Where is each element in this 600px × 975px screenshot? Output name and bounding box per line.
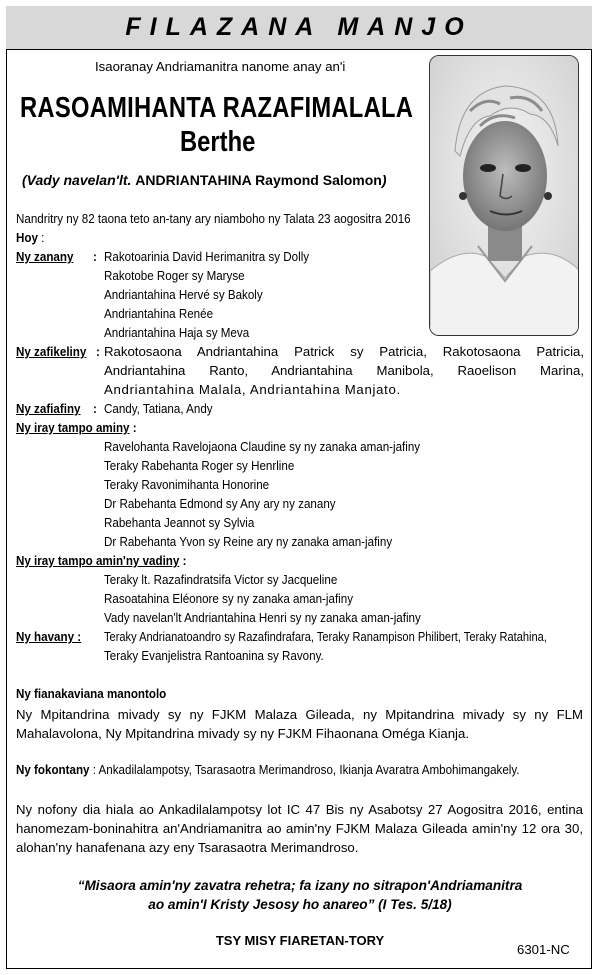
quote-line-1: “Misaora amin'ny zavatra rehetra; fa izany no sitrapon'Andriamanitra xyxy=(77,878,523,893)
fianakaviana-label: Ny fianakaviana manontolo xyxy=(16,686,167,701)
zanany-name: Andriantahina Haja sy Meva xyxy=(104,325,250,340)
zafikeliny-label: Ny zafikeliny xyxy=(16,344,87,359)
iray-tampo-vadiny-name: Teraky lt. Razafindratsifa Victor sy Jacqueline xyxy=(104,572,338,587)
fokontany-line xyxy=(16,762,520,777)
hoy-label: Hoy xyxy=(16,230,38,245)
zafiafiny-colon: : xyxy=(93,401,97,416)
zanany-label: Ny zanany xyxy=(16,249,74,264)
zanany-name: Andriantahina Renée xyxy=(104,306,214,321)
spouse-suffix: ) xyxy=(381,172,387,188)
zafikeliny-line: Andriantahina Malala, Andriantahina Manjato. xyxy=(104,382,401,397)
zafikeliny-line: Andriantahina Ranto, Andriantahina Manibola, Raoelison Marina, xyxy=(104,363,584,378)
announcement-text: Nandritry ny 82 taona teto an-tany ary niamboho ny Talata 23 aogositra 2016 xyxy=(16,211,411,226)
iray-tampo-aminy-name: Teraky Ravonimihanta Honorine xyxy=(104,477,270,492)
iray-tampo-aminy-label: Ny iray tampo aminy xyxy=(16,420,130,435)
hoy-colon: : xyxy=(37,230,45,245)
iray-tampo-vadiny-name: Rasoatahina Eléonore sy ny zanaka aman-jafiny xyxy=(104,591,354,606)
fianakaviana-text: Ny Mpitandrina mivady sy ny FJKM Malaza Gileada, ny Mpitandrina mivady sy ny FLM Mahalavolona, Ny Mpitandrina mivady sy ny FJKM Fihaonana Oméga Kianja. xyxy=(16,707,583,741)
header-title: FILAZANA MANJO xyxy=(125,13,473,41)
deceased-firstname: Berthe xyxy=(180,126,256,158)
iray-tampo-aminy-name: Dr Rabehanta Edmond sy Any ary ny zanany xyxy=(104,496,336,511)
fokontany-label: Ny fokontany xyxy=(16,762,90,777)
spouse-name: ANDRIANTAHINA Raymond Salomon xyxy=(135,172,382,188)
intro-text: Isaoranay Andriamanitra nanome anay an'i xyxy=(95,59,346,74)
fokontany-text: : Ankadilalampotsy, Tsarasaotra Merimandroso, Ikianja Avaratra Ambohimangakely. xyxy=(89,762,520,777)
iray-tampo-aminy-name: Teraky Rabehanta Roger sy Henrline xyxy=(104,458,295,473)
zanany-name: Rakotobe Roger sy Maryse xyxy=(104,268,245,283)
zanany-colon: : xyxy=(93,249,97,264)
zanany-name: Rakotoarinia David Herimanitra sy Dolly xyxy=(104,249,310,264)
iray-tampo-aminy-name: Ravelohanta Ravelojaona Claudine sy ny zanaka aman-jafiny xyxy=(104,439,421,454)
reference-code: 6301-NC xyxy=(517,942,570,957)
iray-tampo-vadiny-name: Vady navelan'lt Andriantahina Henri sy ny zanaka aman-jafiny xyxy=(104,610,421,625)
portrait-photo xyxy=(429,55,579,336)
portrait-image xyxy=(430,56,579,336)
notice-header xyxy=(6,6,592,50)
hoy-line xyxy=(16,230,44,245)
iray-tampo-aminy-heading: Ny iray tampo aminy : xyxy=(16,420,137,435)
footer-text: TSY MISY FIARETAN-TORY xyxy=(215,933,385,948)
spouse-line xyxy=(22,172,387,188)
quote-line-2: ao amin'I Kristy Jesosy ho anareo” (I Tes. 5/18) xyxy=(148,897,452,912)
spouse-prefix: (Vady navelan'lt. xyxy=(22,172,132,188)
funeral-text: Ny nofony dia hiala ao Ankadilalampotsy lot IC 47 Bis ny Asabotsy 27 Aogositra 2016, entina hanomezam-boninahitra an'Andriamanitra ao amin'ny FJKM Malaza Gileada amin'ny 12 ora 30, alohan'ny hanafenana azy eny Tsarasaotra Merimandroso. xyxy=(16,802,583,855)
iray-tampo-aminy-name: Rabehanta Jeannot sy Sylvia xyxy=(104,515,255,530)
zanany-name: Andriantahina Hervé sy Bakoly xyxy=(104,287,263,302)
havany-line: Teraky Evanjelistra Rantoanina sy Ravony. xyxy=(104,648,324,663)
havany-line: Teraky Andrianatoandro sy Razafindrafara, Teraky Ranampison Philibert, Teraky Ratahina, xyxy=(104,629,547,644)
deceased-surname: RASOAMIHANTA RAZAFIMALALA xyxy=(20,92,414,124)
zafikeliny-colon: : xyxy=(96,344,100,359)
iray-tampo-vadiny-heading: Ny iray tampo amin'ny vadiny : xyxy=(16,553,187,568)
zafiafiny-names: Candy, Tatiana, Andy xyxy=(104,401,213,416)
zafikeliny-line: Rakotosaona Andriantahina Patrick sy Patricia, Rakotosaona Patricia, xyxy=(104,344,584,359)
bible-quote xyxy=(0,876,600,914)
iray-tampo-vadiny-label: Ny iray tampo amin'ny vadiny xyxy=(16,553,180,568)
havany-label: Ny havany : xyxy=(16,629,82,644)
iray-tampo-aminy-name: Dr Rabehanta Yvon sy Reine ary ny zanaka aman-jafiny xyxy=(104,534,393,549)
zafiafiny-label: Ny zafiafiny xyxy=(16,401,81,416)
